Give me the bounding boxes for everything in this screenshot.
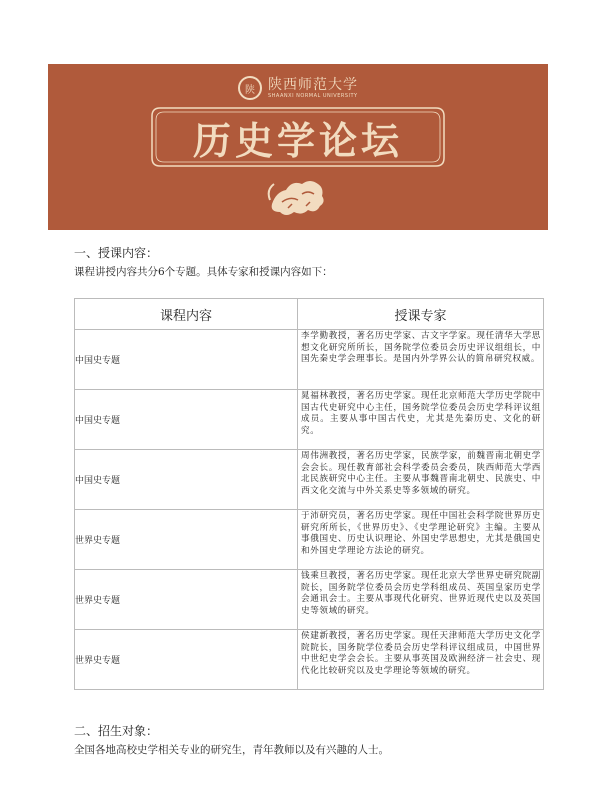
tiger-icon xyxy=(266,170,330,220)
expert-cell: 晁福林教授，著名历史学家。现任北京师范大学历史学院中国古代史研究中心主任，国务院学位委员会历史学科评议组成员。主要从事中国古代史，尤其是先秦历史、文化的研究。 xyxy=(298,390,544,450)
page-title: 历史学论坛 xyxy=(192,117,403,163)
university-name: 陕西师范大学 xyxy=(268,76,358,93)
course-table xyxy=(74,298,544,690)
audience-text: 全国各地高校史学相关专业的研究生，青年教师以及有兴趣的人士。 xyxy=(74,744,389,756)
title-frame xyxy=(150,106,446,168)
course-cell: 中国史专题 xyxy=(75,330,298,390)
expert-cell: 侯建新教授，著名历史学家。现任天津师范大学历史文化学院院长，国务院学位委员会历史学科评议组成员，中国世界中世纪史学会会长。主要从事英国及欧洲经济－社会史、现代化比较研究以及史学理论等领域的研究。 xyxy=(298,630,544,690)
table-row xyxy=(75,510,544,570)
table-row xyxy=(75,390,544,450)
expert-cell: 李学勤教授，著名历史学家、古文字学家。现任清华大学思想文化研究所所长，国务院学位委员会历史评议组组长，中国先秦史学会理事长。是国内外学界公认的简帛研究权威。 xyxy=(298,330,544,390)
university-name-en: SHAANXI NORMAL UNIVERSITY xyxy=(268,92,358,99)
course-cell: 世界史专题 xyxy=(75,630,298,690)
expert-cell: 于沛研究员，著名历史学家。现任中国社会科学院世界历史研究所所长，《世界历史》、《史学理论研究》主编。主要从事俄国史、历史认识理论、外国史学思想史，尤其是俄国史和外国史学理论方法论的研究。 xyxy=(298,510,544,570)
course-cell: 中国史专题 xyxy=(75,450,298,510)
section-heading-content: 一、授课内容： xyxy=(74,246,159,260)
table-row xyxy=(75,450,544,510)
table-row xyxy=(75,570,544,630)
university-seal-icon: 陕 xyxy=(238,76,262,100)
column-header-expert: 授课专家 xyxy=(298,299,544,330)
university-logo xyxy=(48,76,548,100)
expert-cell: 周伟洲教授，著名历史学家，民族学家，前魏晋南北朝史学会会长。现任教育部社会科学委员会委员，陕西师范大学西北民族研究中心主任。主要从事魏晋南北朝史、民族史、中西文化交流与中外关系史等多领域的研究。 xyxy=(298,450,544,510)
column-header-course: 课程内容 xyxy=(75,299,298,330)
table-row xyxy=(75,330,544,390)
section-heading-audience: 二、招生对象： xyxy=(74,724,159,738)
course-cell: 世界史专题 xyxy=(75,570,298,630)
course-cell: 世界史专题 xyxy=(75,510,298,570)
table-row xyxy=(75,630,544,690)
course-cell: 中国史专题 xyxy=(75,390,298,450)
header-banner xyxy=(48,64,548,230)
section-intro: 课程讲授内容共分6个专题。具体专家和授课内容如下： xyxy=(74,266,333,278)
table-header-row xyxy=(75,299,544,330)
expert-cell: 钱乘旦教授，著名历史学家。现任北京大学世界史研究院副院长，国务院学位委员会历史学科组成员、英国皇家历史学会通讯会士。主要从事现代化研究、世界近现代史以及英国史等领域的研究。 xyxy=(298,570,544,630)
